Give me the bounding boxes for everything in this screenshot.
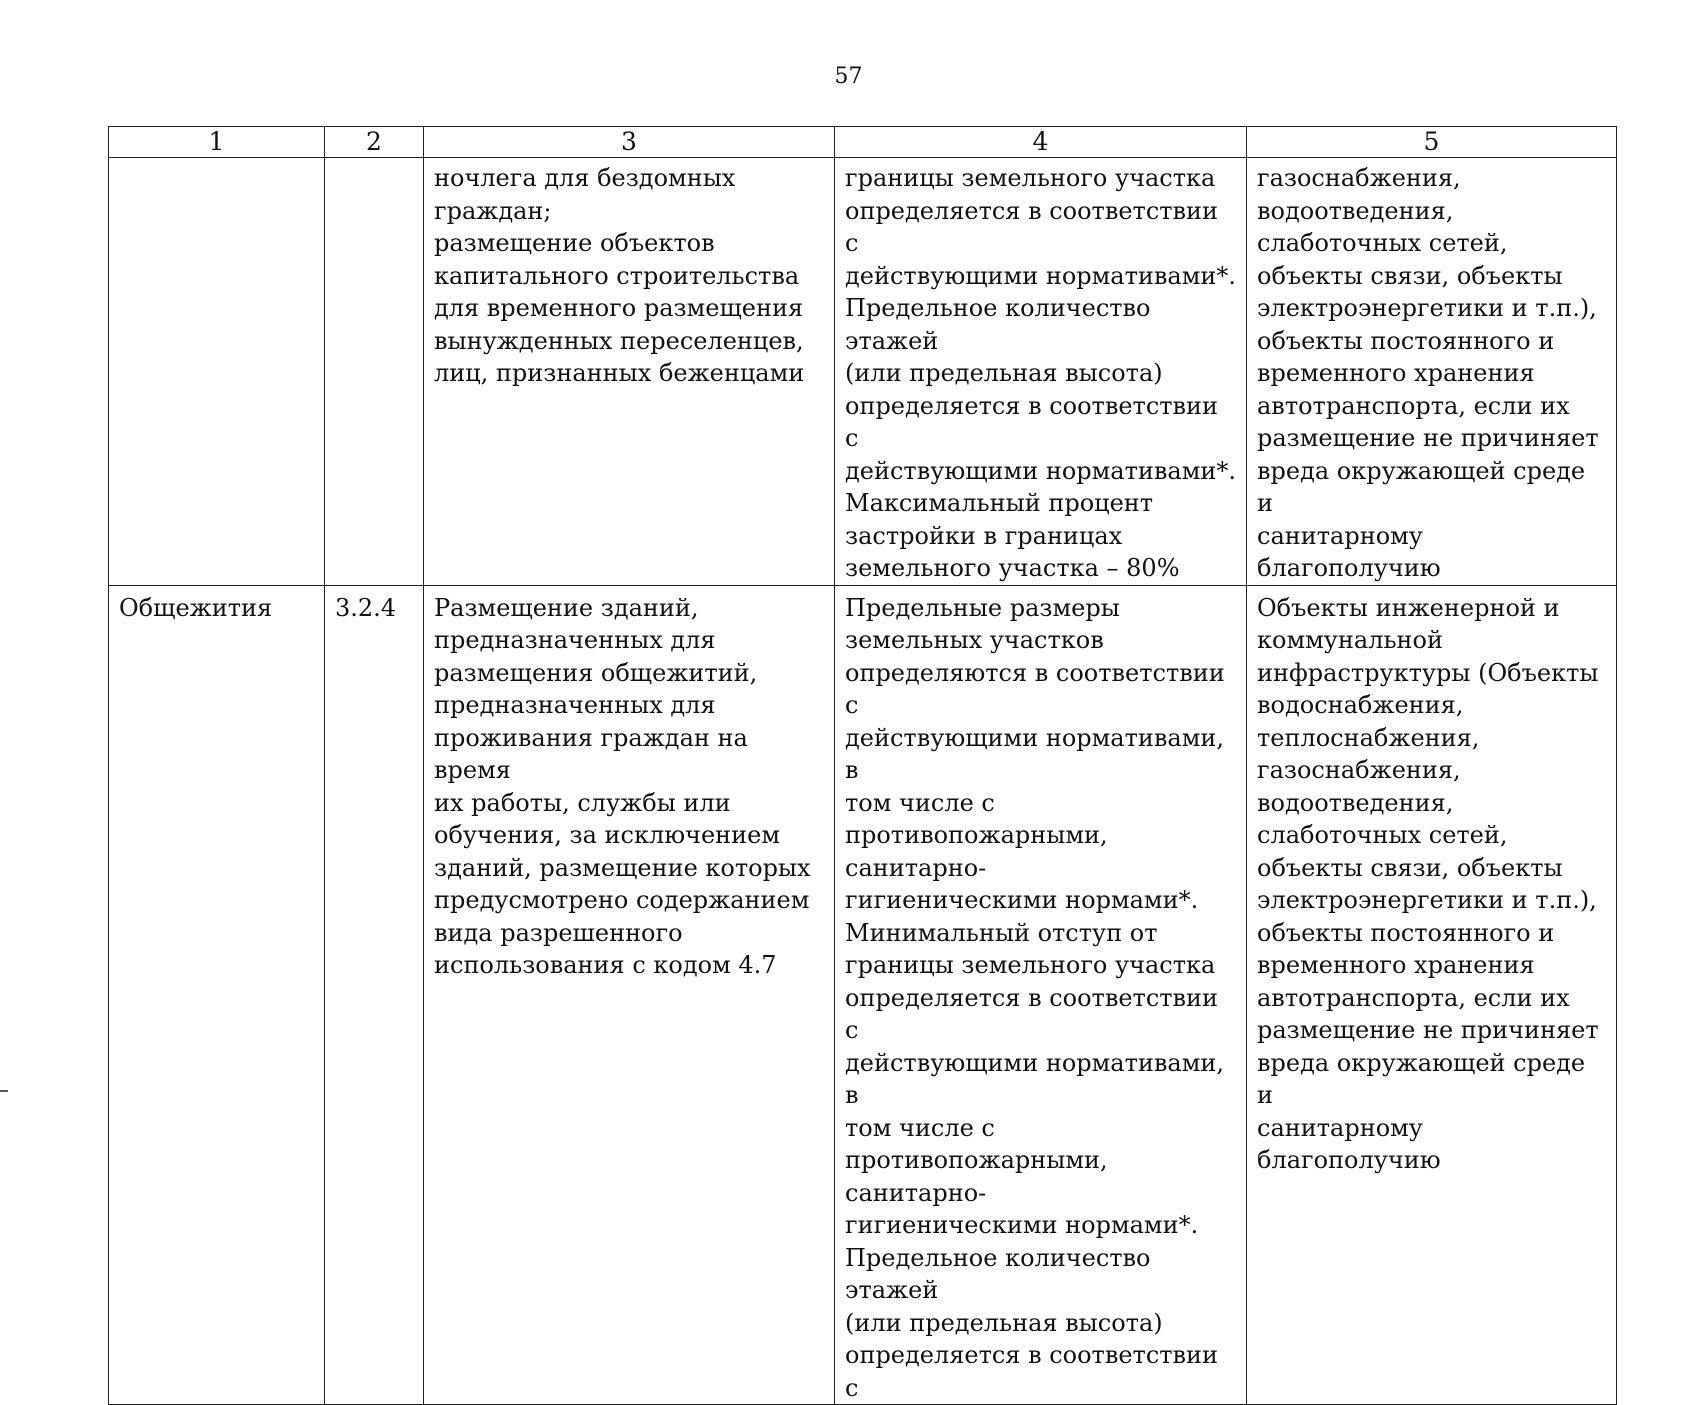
use-name-cell [109, 158, 325, 586]
use-code-cell [325, 158, 424, 586]
header-row [109, 127, 1617, 158]
use-description-cell: ночлега для бездомных граждан; размещение объектов капитального строительства для временного размещения вынужденных переселенцев, лиц, признанных беженцами [424, 158, 835, 586]
land-use-table [108, 126, 1617, 1405]
page-number: 57 [834, 64, 863, 89]
auxiliary-uses-cell: Объекты инженерной и коммунальной инфраструктуры (Объекты водоснабжения, теплоснабжения, газоснабжения, водоотведения, слаботочных сетей, объекты связи, объекты электроэнергетики и т.п.), объекты постоянного и временного хранения автотранспорта, если их размещение не причиняет вреда окружающей среде и санитарному благополучию [1247, 585, 1617, 1405]
margin-mark [0, 1090, 8, 1092]
table-row [109, 585, 1617, 1405]
column-header-2: 2 [325, 127, 424, 158]
use-description-cell: Размещение зданий, предназначенных для размещения общежитий, предназначенных для проживания граждан на время их работы, службы или обучения, за исключением зданий, размещение которых предусмотрено содержанием вида разрешенного использования с кодом 4.7 [424, 585, 835, 1405]
column-header-5: 5 [1247, 127, 1617, 158]
column-header-3: 3 [424, 127, 835, 158]
use-code-cell: 3.2.4 [325, 585, 424, 1405]
use-name-cell: Общежития [109, 585, 325, 1405]
use-parameters-cell: Предельные размеры земельных участков определяются в соответствии с действующими нормативами, в том числе с противопожарными, санитарно- гигиеническими нормами*. Минимальный отступ от границы земельного участка определяется в соответствии с действующими нормативами, в том числе с противопожарными, санитарно- гигиеническими нормами*. Предельное количество этажей (или предельная высота) определяется в соответствии с [835, 585, 1247, 1405]
column-header-4: 4 [835, 127, 1247, 158]
table-row [109, 158, 1617, 586]
column-header-1: 1 [109, 127, 325, 158]
auxiliary-uses-cell: газоснабжения, водоотведения, слаботочных сетей, объекты связи, объекты электроэнергетики и т.п.), объекты постоянного и временного хранения автотранспорта, если их размещение не причиняет вреда окружающей среде и санитарному благополучию [1247, 158, 1617, 586]
use-parameters-cell: границы земельного участка определяется в соответствии с действующими нормативами*. Предельное количество этажей (или предельная высота) определяется в соответствии с действующими нормативами*. Максимальный процент застройки в границах земельного участка – 80% [835, 158, 1247, 586]
